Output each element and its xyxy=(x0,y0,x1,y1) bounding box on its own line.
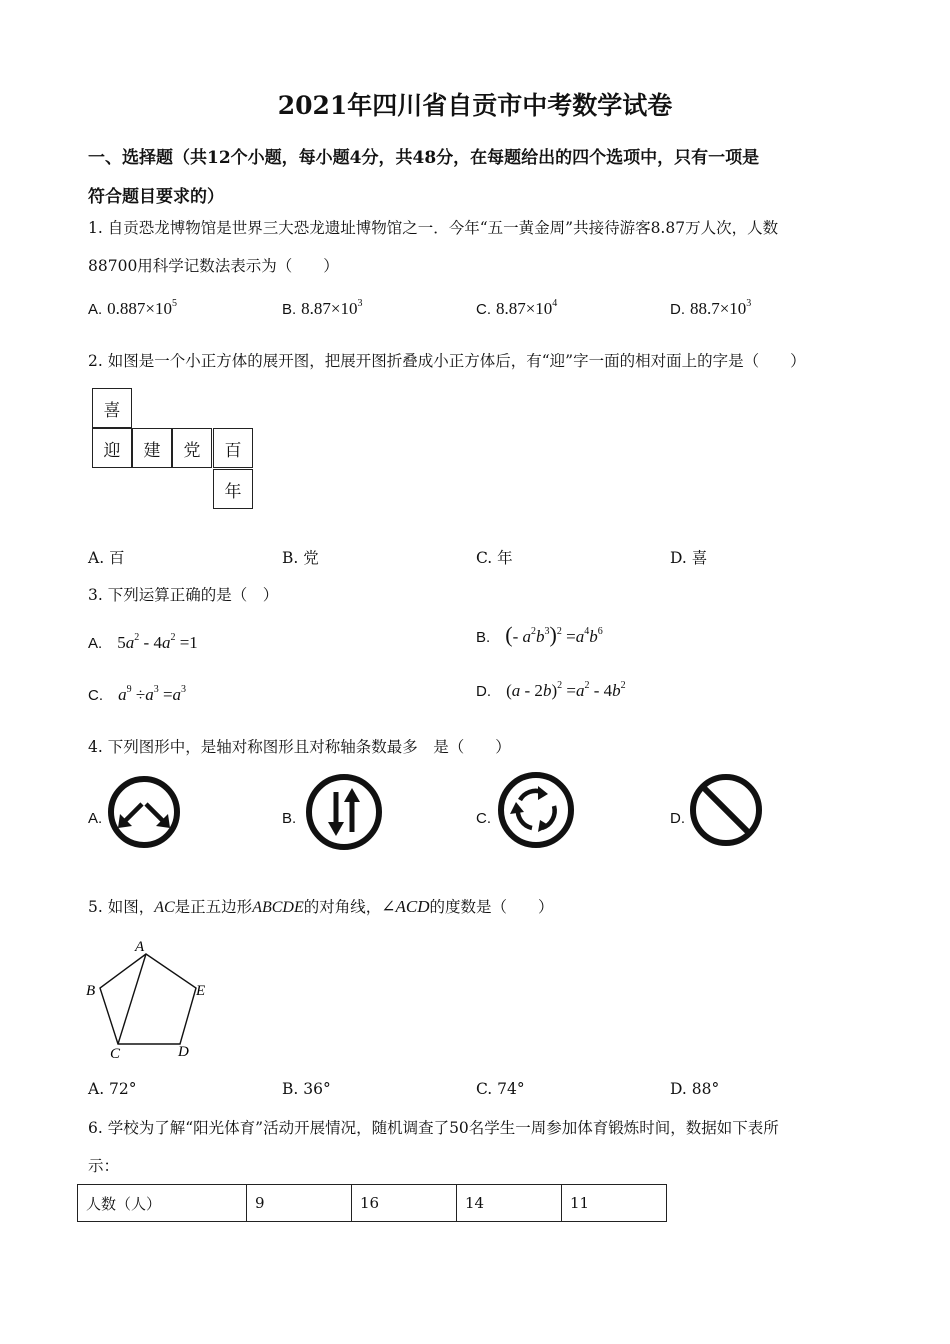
table-cell: 14 xyxy=(457,1185,562,1222)
table-cell: 人数（人） xyxy=(78,1185,247,1222)
q2-stem: 2. 如图是一个小正方体的展开图，把展开图折叠成小正方体后，有“迎”字一面的相对面上的字是（ ） xyxy=(88,352,806,370)
q5-option-c: C. 74° xyxy=(476,1080,525,1098)
vertex-label-c: C xyxy=(110,1046,121,1062)
q4-stem: 4. 下列图形中，是轴对称图形且对称轴条数最多 是（ ） xyxy=(88,738,511,756)
q5-text-ac: AC xyxy=(154,899,175,916)
net-cell: 党 xyxy=(172,428,212,468)
q3-option-b-label: B. xyxy=(476,629,491,646)
q2-option-b: B. 党 xyxy=(282,549,319,567)
q1-option-a xyxy=(88,298,177,319)
q3-option-c xyxy=(88,684,186,705)
q5-option-a: A. 72° xyxy=(88,1080,137,1098)
q3-option-d-label: D. xyxy=(476,683,491,700)
q3-option-d xyxy=(476,680,626,701)
q3-stem: 3. 下列运算正确的是（ ） xyxy=(88,586,279,604)
q1-option-b-base: 8.87×10 xyxy=(301,299,358,318)
q4-option-a-label: A. xyxy=(88,810,103,827)
q1-option-c-base: 8.87×10 xyxy=(495,299,553,318)
q1-option-a-exp: 5 xyxy=(171,298,177,309)
q6-data-table xyxy=(77,1184,667,1222)
vertex-label-d: D xyxy=(178,1044,189,1060)
table-cell: 11 xyxy=(562,1185,667,1222)
q1-option-b xyxy=(282,298,362,319)
net-cell: 百 xyxy=(213,428,253,468)
q2-option-d: D. 喜 xyxy=(670,549,708,567)
q4-option-b-label: B. xyxy=(282,810,297,827)
q5-text-mid: 是正五边形 xyxy=(174,898,253,916)
table-cell: 16 xyxy=(352,1185,457,1222)
q1-option-c-label: C. xyxy=(476,301,491,318)
prohibition-sign-icon xyxy=(688,772,764,848)
vertex-label-e: E xyxy=(196,983,206,999)
q3-formula-b: (- $a^2b^3)^2 =a^4b^6$ xyxy=(505,622,603,647)
net-cell: 迎 xyxy=(92,428,132,468)
roundabout-sign-icon xyxy=(496,770,576,850)
q1-option-d-base: 88.7×10 xyxy=(689,299,747,318)
diagonal-ac xyxy=(118,954,146,1044)
q4-option-d-label: D. xyxy=(670,810,685,827)
q1-stem-line2: 88700用科学记数法表示为（ ） xyxy=(88,257,339,275)
q3-formula-d: $(a - 2b)^2 =a^2 - 4b^2$ xyxy=(506,680,626,700)
q1-stem-line1: 1. 自贡恐龙博物馆是世界三大恐龙遗址博物馆之一．今年“五一黄金周”共接待游客8.87万人次，人数 xyxy=(88,219,779,237)
q3-option-c-label: C. xyxy=(88,687,103,704)
q3-formula-a: $5a^2 - 4a^2 =1$ xyxy=(117,632,198,652)
q1-option-b-label: B. xyxy=(282,301,297,318)
q5-text-prefix: 5. 如图， xyxy=(88,898,155,916)
q5-text-poly: ABCDE xyxy=(252,899,304,916)
q6-stem-line2: 示： xyxy=(88,1157,120,1175)
q3-option-a xyxy=(88,632,198,653)
q4-option-c-label: C. xyxy=(476,810,491,827)
net-cell: 喜 xyxy=(92,388,132,428)
q3-option-b xyxy=(476,622,603,648)
q3-formula-c: $a^9 \div a^3 =a^3$ xyxy=(118,684,187,704)
q6-stem-line1: 6. 学校为了解“阳光体育”活动开展情况，随机调查了50名学生一周参加体育锻炼时间，数据如下表所 xyxy=(88,1119,779,1137)
q3-option-a-label: A. xyxy=(88,635,103,652)
section-heading-line1: 一、选择题（共12个小题，每小题4分，共48分，在每题给出的四个选项中，只有一项是 xyxy=(88,148,760,168)
q1-option-d xyxy=(670,298,751,319)
pentagon-shape xyxy=(100,954,196,1044)
net-cell: 年 xyxy=(213,469,253,509)
section-heading-line2: 符合题目要求的） xyxy=(88,187,224,207)
q1-option-a-base: 0.887×10 xyxy=(107,299,172,318)
q5-text-suffix: 的度数是（ ） xyxy=(429,898,554,916)
table-cell: 9 xyxy=(247,1185,352,1222)
table-row xyxy=(78,1185,667,1222)
q5-text-mid2: 的对角线， xyxy=(303,898,382,916)
q5-option-d: D. 88° xyxy=(670,1080,720,1098)
q1-option-d-exp: 3 xyxy=(746,298,752,309)
net-cell: 建 xyxy=(132,428,172,468)
pentagon-figure xyxy=(84,938,214,1062)
q1-option-b-exp: 3 xyxy=(357,298,363,309)
diverging-arrows-sign-icon xyxy=(106,774,182,850)
q5-stem xyxy=(88,895,554,917)
q2-option-c: C. 年 xyxy=(476,549,513,567)
vertex-label-b: B xyxy=(86,983,96,999)
vertex-label-a: A xyxy=(135,939,145,955)
two-way-traffic-sign-icon xyxy=(304,772,384,852)
q1-option-c xyxy=(476,298,557,319)
q1-option-c-exp: 4 xyxy=(552,298,558,309)
q5-text-angle: ∠ACD xyxy=(381,897,430,916)
q5-option-b: B. 36° xyxy=(282,1080,331,1098)
q1-option-a-label: A. xyxy=(88,301,103,318)
page-title: 2021年四川省自贡市中考数学试卷 xyxy=(277,91,673,120)
q2-option-a: A. 百 xyxy=(88,549,125,567)
q1-option-d-label: D. xyxy=(670,301,685,318)
